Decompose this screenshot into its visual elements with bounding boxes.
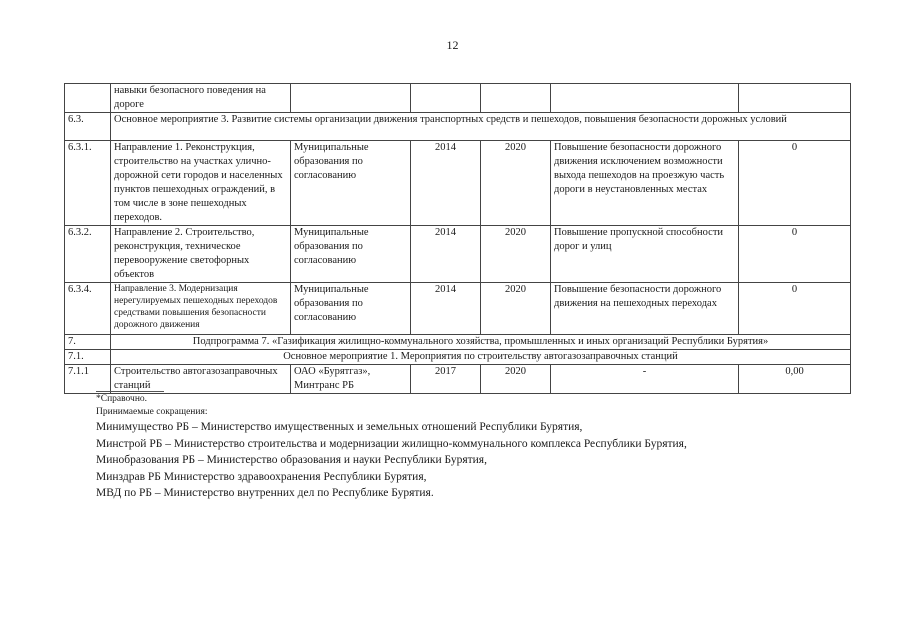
measure-text: Направление 3. Модернизация нерегулируемых пешеходных переходов средствами повышения безопасности дорожного движения	[111, 283, 291, 335]
measure-text: Направление 2. Строительство, реконструкция, техническое перевооружение светофорных объектов	[111, 226, 291, 283]
executor-cell: ОАО «Бурятгаз», Минтранс РБ	[291, 365, 411, 394]
start-year: 2014	[411, 226, 481, 283]
start-year: 2017	[411, 365, 481, 394]
subprogram-heading: Подпрограмма 7. «Газификация жилищно-коммунального хозяйства, промышленных и иных организаций Республики Бурятия»	[111, 335, 851, 350]
end-year: 2020	[481, 141, 551, 226]
indicator-value: 0	[739, 283, 851, 335]
row-number	[65, 84, 111, 113]
table-row	[65, 283, 851, 335]
row-number: 6.3.	[65, 113, 111, 141]
indicator-value	[739, 84, 851, 113]
end-year: 2020	[481, 365, 551, 394]
measure-text: Направление 1. Реконструкция, строительство на участках улично-дорожной сети городов и населенных пунктов пешеходных ограждений, в том числе в зоне пешеходных переходов.	[111, 141, 291, 226]
expected-result: Повышение безопасности дорожного движения исключением возможности выхода пешеходов на проезжую часть дороги в неустановленных местах	[551, 141, 739, 226]
start-year: 2014	[411, 141, 481, 226]
table-row	[65, 226, 851, 283]
table-row	[65, 113, 851, 141]
abbreviations-heading: Принимаемые сокращения:	[96, 407, 208, 417]
main-measure-heading: Основное мероприятие 3. Развитие системы организации движения транспортных средств и пешеходов, повышения безопасности дорожных условий	[111, 113, 851, 141]
expected-result: -	[551, 365, 739, 394]
start-year	[411, 84, 481, 113]
expected-result: Повышение безопасности дорожного движения на пешеходных переходах	[551, 283, 739, 335]
footnotes	[96, 393, 208, 419]
measures-table	[64, 83, 851, 394]
indicator-value: 0	[739, 141, 851, 226]
abbreviations-list	[96, 419, 687, 502]
measure-text: Строительство автогазозаправочных станций	[111, 365, 291, 394]
abbreviation-item: Минздрав РБ Министерство здравоохранения Республики Бурятия,	[96, 470, 427, 483]
start-year: 2014	[411, 283, 481, 335]
abbreviation-item: Минимущество РБ – Министерство имущественных и земельных отношений Республики Бурятия,	[96, 421, 583, 433]
table-row	[65, 335, 851, 350]
page-number: 12	[446, 38, 459, 52]
executor-cell	[291, 84, 411, 113]
footnote-text: *Справочно.	[96, 394, 148, 404]
end-year	[481, 84, 551, 113]
indicator-value: 0,00	[739, 365, 851, 394]
executor-cell: Муниципальные образования по согласованию	[291, 141, 411, 226]
indicator-value: 0	[739, 226, 851, 283]
main-measure-heading: Основное мероприятие 1. Мероприятия по строительству автогазозаправочных станций	[111, 350, 851, 365]
abbreviation-item: Минобразования РБ – Министерство образования и науки Республики Бурятия,	[96, 454, 487, 466]
row-number: 6.3.1.	[65, 141, 111, 226]
row-number: 7.	[65, 335, 111, 350]
row-number: 7.1.1	[65, 365, 111, 394]
executor-cell: Муниципальные образования по согласованию	[291, 226, 411, 283]
measure-text: навыки безопасного поведения на дороге	[111, 84, 291, 113]
end-year: 2020	[481, 226, 551, 283]
row-number: 6.3.4.	[65, 283, 111, 335]
executor-cell: Муниципальные образования по согласованию	[291, 283, 411, 335]
footnote-divider	[96, 391, 164, 392]
end-year: 2020	[481, 283, 551, 335]
table-row	[65, 350, 851, 365]
abbreviation-item: Минстрой РБ – Министерство строительства и модернизации жилищно-коммунального комплекса Республики Бурятия,	[96, 437, 687, 450]
table-row	[65, 141, 851, 226]
row-number: 7.1.	[65, 350, 111, 365]
expected-result	[551, 84, 739, 113]
table-row	[65, 365, 851, 394]
table-row	[65, 84, 851, 113]
expected-result: Повышение пропускной способности дорог и улиц	[551, 226, 739, 283]
abbreviation-item: МВД по РБ – Министерство внутренних дел по Республике Бурятия.	[96, 487, 434, 499]
row-number: 6.3.2.	[65, 226, 111, 283]
